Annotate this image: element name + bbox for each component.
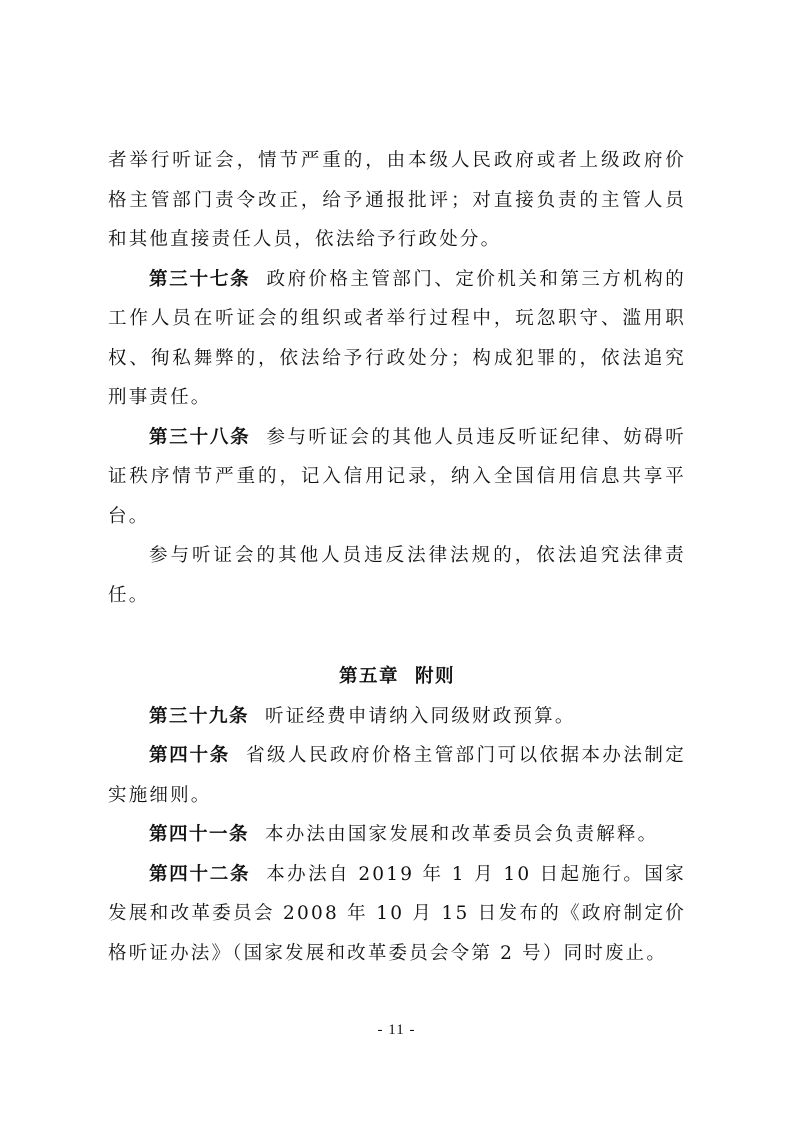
article-40 (108, 736, 686, 815)
paragraph-text: 者举行听证会，情节严重的，由本级人民政府或者上级政府价格主管部门责令改正，给予通报批评；对直接负责的主管人员和其他直接责任人员，依法给予行政处分。 (108, 150, 686, 250)
paragraph-continuation (108, 141, 686, 260)
paragraph-text: 参与听证会的其他人员违反法律法规的，依法追究法律责任。 (108, 545, 686, 606)
article-text: 听证经费申请纳入同级财政预算。 (265, 705, 576, 727)
article-heading: 第三十七条 (149, 268, 251, 290)
article-38 (108, 418, 686, 537)
article-37 (108, 260, 686, 418)
chapter-title: 附则 (415, 666, 456, 687)
article-42 (108, 855, 686, 974)
article-39 (108, 697, 686, 737)
article-text: 本办法自 2019 年 1 月 10 日起施行。国家发展和改革委员会 2008 年 10 月 15 日发布的《政府制定价格听证办法》（国家发展和改革委员会令第 2 号）同时废止。 (108, 863, 686, 964)
chapter-number: 第五章 (338, 666, 399, 687)
article-heading: 第四十二条 (149, 863, 251, 885)
article-heading: 第三十八条 (149, 426, 251, 448)
page-number: - 11 - (377, 1022, 416, 1038)
chapter-heading (108, 657, 686, 697)
article-38-clause-2 (108, 536, 686, 615)
document-body (108, 141, 686, 973)
article-text: 参与听证会的其他人员违反听证纪律、妨碍听证秩序情节严重的，记入信用记录，纳入全国信用信息共享平台。 (108, 426, 686, 527)
article-text: 本办法由国家发展和改革委员会负责解释。 (265, 824, 659, 845)
article-text: 政府价格主管部门、定价机关和第三方机构的工作人员在听证会的组织或者举行过程中，玩忽职守、滥用职权、徇私舞弊的，依法给予行政处分；构成犯罪的，依法追究刑事责任。 (108, 268, 686, 408)
article-text: 省级人民政府价格主管部门可以依据本办法制定实施细则。 (108, 745, 686, 806)
article-41 (108, 815, 686, 855)
article-heading: 第三十九条 (149, 705, 250, 727)
article-heading: 第四十一条 (149, 824, 250, 845)
article-heading: 第四十条 (149, 745, 231, 766)
